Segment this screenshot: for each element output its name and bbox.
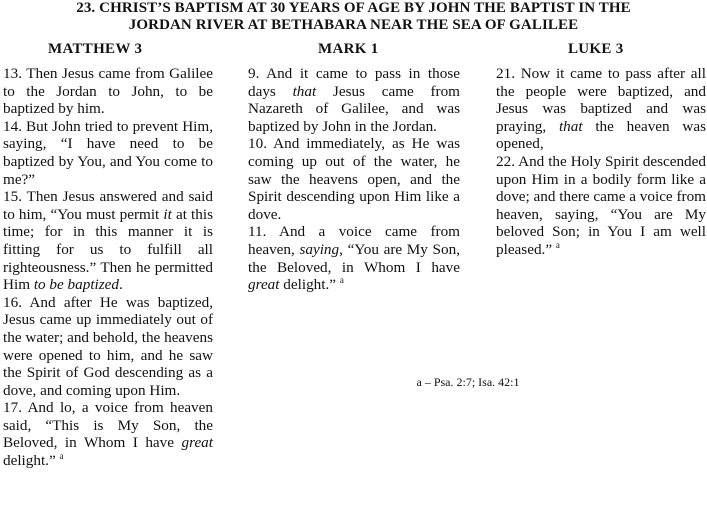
column-matthew	[3, 65, 213, 470]
italic-word: great	[248, 276, 280, 294]
verse-text: at this time; for in this manner it is fitting for us to fulfill all righteousness.” Then he permitted Him	[3, 205, 214, 294]
footnote-mark: a	[555, 239, 560, 250]
italic-word: it	[163, 205, 172, 223]
verse	[3, 118, 213, 188]
verse	[3, 399, 213, 469]
verse-text: 9. And it came to pass in those days	[248, 65, 460, 100]
verse	[248, 223, 460, 293]
footnote-mark: a	[59, 451, 64, 462]
italic-word: that	[558, 117, 583, 135]
column-heading-mark: MARK 1	[318, 41, 379, 57]
column-heading-luke: LUKE 3	[568, 41, 624, 57]
column-mark	[248, 65, 460, 294]
verse-text: 22. And the Holy Spirit descended upon Him in a bodily form like a dove; and there came a voice from heaven, saying, “You are My beloved Son; in You I am well pleased.”	[496, 152, 706, 258]
verse	[496, 65, 706, 153]
title-line-2: JORDAN RIVER AT BETHABARA NEAR THE SEA OF GALILEE	[128, 17, 579, 33]
page-title	[0, 0, 707, 34]
italic-word: that	[292, 82, 317, 100]
verse	[248, 135, 460, 223]
verse-text: Jesus came from Nazareth of Galilee, and was baptized by John in the Jordan.	[248, 82, 460, 135]
verse-text: delight.”	[279, 276, 340, 294]
column-heading-matthew: MATTHEW 3	[48, 41, 143, 57]
verse	[3, 65, 213, 118]
verse-text: .	[119, 276, 123, 294]
verse-text: 11. And a voice came from heaven,	[248, 223, 460, 258]
verse-text: 17. And lo, a voice from heaven said, “This is My Son, the Beloved, in Whom I have	[3, 399, 213, 452]
verse-text: 15. Then Jesus answered and said to him, “You must permit	[3, 188, 213, 223]
verse	[496, 153, 706, 259]
italic-word: saying	[299, 240, 340, 258]
verse-text: 10. And immediately, as He was coming up out of the water, he saw the heavens open, and the Spirit descending upon Him like a dove.	[248, 135, 460, 223]
italic-word: great	[181, 434, 213, 452]
italic-word: to be baptized	[33, 276, 120, 294]
verse	[248, 65, 460, 135]
verse	[3, 294, 213, 400]
verse	[3, 188, 213, 294]
verse-text: the heaven was opened,	[496, 117, 706, 153]
verse-text: delight.”	[3, 452, 60, 470]
verse-text: 21. Now it came to pass after all the people were baptized, and Jesus was baptized and was praying,	[496, 65, 706, 135]
footnote: a – Psa. 2:7; Isa. 42:1	[416, 375, 520, 389]
column-luke	[496, 65, 706, 259]
footnote-mark: a	[339, 275, 344, 286]
verse-text: 13. Then Jesus came from Galilee to the Jordan to John, to be baptized by him.	[3, 65, 213, 118]
verse-text: 14. But John tried to prevent Him, saying, “I have need to be baptized by You, and You come to me?”	[3, 117, 213, 188]
title-line-1: 23. CHRIST’S BAPTISM AT 30 YEARS OF AGE BY JOHN THE BAPTIST IN THE	[76, 0, 631, 16]
verse-text: 16. And after He was baptized, Jesus came up immediately out of the water; and behold, the heavens were opened to him, and he saw the Spirit of God descending as a dove, and coming upon Him.	[3, 293, 214, 399]
verse-text: , “You are My Son, the Beloved, in Whom I have	[248, 240, 460, 276]
